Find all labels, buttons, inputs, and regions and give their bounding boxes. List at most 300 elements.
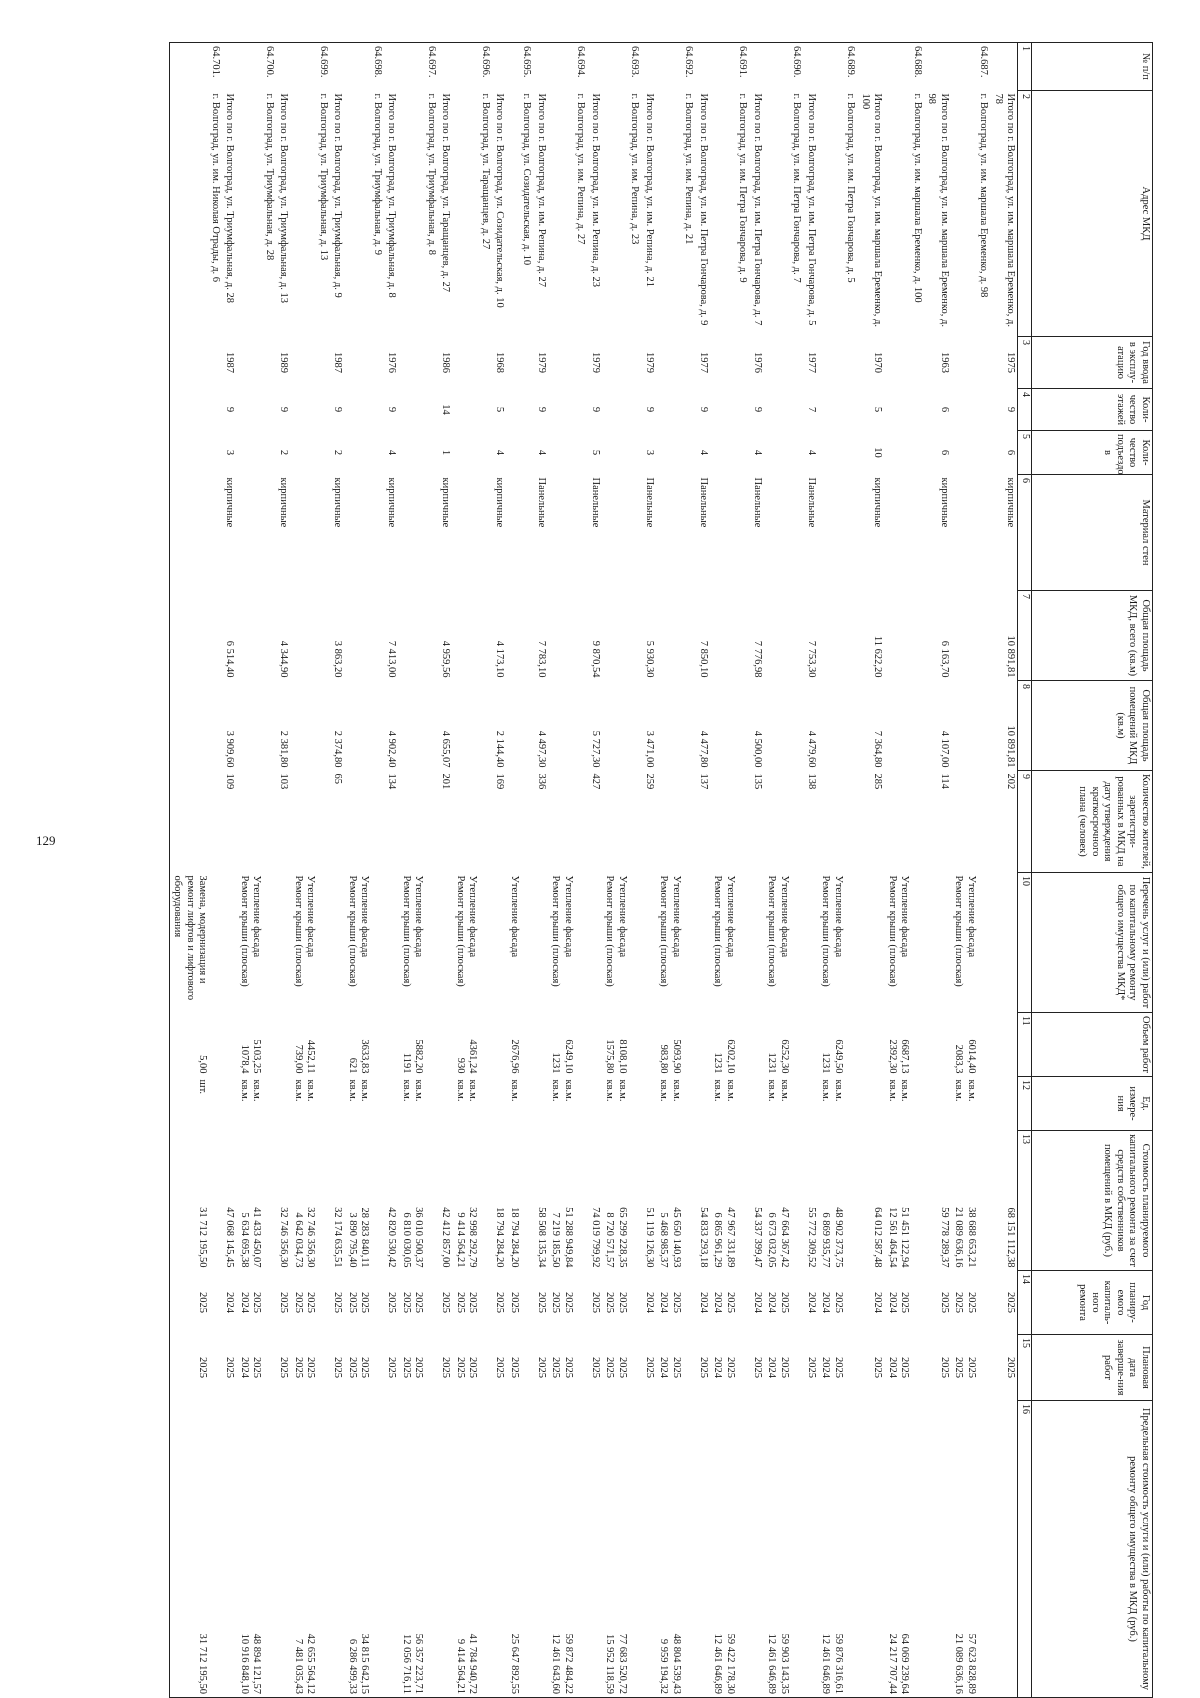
floors xyxy=(548,389,588,431)
planned-year-cell xyxy=(548,1271,588,1335)
completion-date: 2025 xyxy=(359,1357,371,1378)
column-number: 5 xyxy=(1018,431,1032,475)
repair-cost: 58 508 135,34 xyxy=(536,1207,547,1268)
planned-year-cell xyxy=(750,1271,765,1335)
repair-cost: 32 998 292,79 xyxy=(467,1207,479,1268)
limit-cost: 56 357 223,71 xyxy=(413,1633,425,1694)
repair-cost-cell xyxy=(453,1131,493,1271)
planned-year: 2024 xyxy=(224,1292,236,1313)
limit-cost-cell xyxy=(804,1401,819,1698)
completion-date: 2025 xyxy=(966,1357,977,1378)
limit-cost: 9 959 194,32 xyxy=(658,1638,670,1694)
premises-area: 2 144,40 xyxy=(494,730,506,768)
completion-date-cell xyxy=(291,1335,331,1401)
works-list-cell xyxy=(951,873,991,1013)
total-area xyxy=(548,591,588,681)
floors: 9 xyxy=(698,406,709,413)
year-built xyxy=(602,337,642,389)
wall-material: Панельные xyxy=(590,477,601,528)
header-cell: Материал стен xyxy=(1032,475,1153,591)
residents: 109 xyxy=(224,773,236,790)
completion-date-cell xyxy=(991,1335,1019,1401)
address: Итого по г. Волгоград, ул. им. Петра Гончарова, д. 9 xyxy=(698,93,709,326)
planned-year: 2025 xyxy=(671,1292,682,1313)
works-list-cell xyxy=(858,873,885,1013)
work-volume-cell xyxy=(924,1013,951,1077)
works-list-cell xyxy=(276,873,291,1013)
works-list-cell xyxy=(330,873,345,1013)
work-volume-cell xyxy=(858,1013,885,1077)
total-area xyxy=(710,591,750,681)
planned-year-cell xyxy=(656,1271,696,1335)
repair-cost: 12 561 464,54 xyxy=(887,1207,898,1268)
wall-material: кирпичные xyxy=(386,477,398,528)
year-built: 1977 xyxy=(698,352,709,373)
total-row xyxy=(534,43,549,1698)
residents: 169 xyxy=(494,773,506,790)
address: Итого по г. Волгоград, ул. им. маршала Еременко, д. 78 xyxy=(993,93,1017,327)
floors: 9 xyxy=(386,406,398,413)
work-volume: 1231 xyxy=(712,1052,724,1074)
wall-material: кирпичные xyxy=(872,477,884,528)
floors: 9 xyxy=(536,406,547,413)
premises-area: 4 477,80 xyxy=(698,730,709,768)
column-number: 7 xyxy=(1018,591,1032,681)
work-volume-cell xyxy=(291,1013,331,1077)
planned-year-cell xyxy=(438,1271,453,1335)
unit-cell xyxy=(548,1077,588,1131)
floors: 14 xyxy=(440,404,452,415)
works-list: Замена, модернизация и ремонт лифтов и лифтового оборудования xyxy=(172,875,209,1001)
premises-area: 2 381,80 xyxy=(278,730,290,768)
completion-date: 2024 xyxy=(820,1357,832,1378)
limit-cost-cell xyxy=(453,1401,493,1698)
repair-cost-cell xyxy=(642,1131,657,1271)
work-volume: 5093,90 xyxy=(671,1039,682,1074)
completion-date: 2024 xyxy=(766,1357,778,1378)
limit-cost-cell xyxy=(291,1401,331,1698)
unit: кв.м. xyxy=(251,1079,263,1102)
works-list-cell xyxy=(222,873,237,1013)
unit: кв.м. xyxy=(833,1079,844,1102)
completion-date: 2025 xyxy=(779,1357,790,1378)
unit: кв.м. xyxy=(671,1079,682,1102)
floors xyxy=(764,389,804,431)
completion-date: 2025 xyxy=(467,1357,479,1378)
row-number: 64.692. xyxy=(656,43,696,91)
limit-cost-cell xyxy=(492,1401,507,1698)
works-list: Ремонт крыши (плоская) xyxy=(712,875,724,987)
work-volume-cell xyxy=(399,1013,439,1077)
premises-area: 4 902,40 xyxy=(386,730,398,768)
year-built: 1976 xyxy=(386,352,398,373)
planned-year-cell xyxy=(384,1271,399,1335)
year-built: 1979 xyxy=(590,352,601,373)
column-number: 4 xyxy=(1018,389,1032,431)
limit-cost: 12 461 643,60 xyxy=(550,1633,562,1694)
residents xyxy=(548,771,588,873)
repair-cost: 68 151 112,38 xyxy=(1005,1207,1017,1268)
work-volume-cell xyxy=(345,1013,385,1077)
completion-date-cell xyxy=(696,1335,711,1401)
planned-year: 2025 xyxy=(604,1292,616,1313)
planned-year-cell xyxy=(345,1271,385,1335)
column-number: 6 xyxy=(1018,475,1032,591)
total-area: 4 173,10 xyxy=(494,640,506,678)
capital-repair-table xyxy=(169,42,1153,1698)
work-volume-cell xyxy=(170,1013,223,1077)
row-number: 64.693. xyxy=(602,43,642,91)
residents xyxy=(345,771,385,873)
work-volume: 1078,4 xyxy=(239,1044,250,1074)
unit-cell xyxy=(710,1077,750,1131)
planned-year: 2025 xyxy=(953,1292,965,1313)
work-volume-cell xyxy=(750,1013,765,1077)
works-list: Утепление фасада xyxy=(671,875,682,958)
works-list-cell xyxy=(750,873,765,1013)
planned-year-cell xyxy=(291,1271,331,1335)
address: Итого по г. Волгоград, ул. им. Петра Гончарова, д. 7 xyxy=(752,93,763,326)
works-list: Ремонт крыши (плоская) xyxy=(401,875,412,987)
total-area xyxy=(602,591,642,681)
column-number: 16 xyxy=(1018,1401,1032,1698)
completion-date: 2025 xyxy=(440,1357,452,1378)
completion-date: 2025 xyxy=(644,1357,655,1378)
limit-cost: 31 712 195,50 xyxy=(197,1633,209,1694)
limit-cost: 59 872 484,22 xyxy=(563,1633,574,1694)
residents: 138 xyxy=(806,773,817,790)
limit-cost-cell xyxy=(330,1401,345,1698)
row-number xyxy=(534,43,549,91)
floors: 9 xyxy=(590,406,601,413)
address: Итого по г. Волгоград, ул. им. Репина, д. 23 xyxy=(590,93,601,288)
year-built xyxy=(656,337,696,389)
limit-cost: 12 461 646,89 xyxy=(820,1633,832,1694)
repair-cost: 45 650 140,93 xyxy=(671,1207,682,1268)
planned-year: 2024 xyxy=(658,1292,670,1313)
address: г. Волгоград, ул. им. Петра Гончарова, д. 9 xyxy=(737,93,749,283)
premises-area: 3 471,00 xyxy=(644,730,655,768)
unit-cell xyxy=(399,1077,439,1131)
total-area: 10 891,81 xyxy=(1005,635,1017,678)
row-number: 64.687. xyxy=(951,43,991,91)
unit-cell xyxy=(222,1077,237,1131)
residents xyxy=(951,771,991,873)
unit: кв.м. xyxy=(766,1079,778,1102)
planned-year: 2024 xyxy=(766,1292,778,1313)
limit-cost: 42 655 564,12 xyxy=(305,1633,317,1694)
limit-cost-cell xyxy=(951,1401,991,1698)
unit-cell xyxy=(885,1077,925,1131)
planned-year-cell xyxy=(696,1271,711,1335)
work-volume-cell xyxy=(507,1013,534,1077)
wall-material xyxy=(345,475,385,591)
repair-cost: 47 967 331,89 xyxy=(725,1207,736,1268)
repair-cost-cell xyxy=(924,1131,951,1271)
row-number: 64.697. xyxy=(399,43,439,91)
entrances xyxy=(818,431,858,475)
unit-cell xyxy=(764,1077,804,1131)
total-area: 4 959,56 xyxy=(440,640,452,678)
work-volume-cell xyxy=(696,1013,711,1077)
completion-date-cell xyxy=(492,1335,507,1401)
residents: 65 xyxy=(332,773,344,784)
floors xyxy=(710,389,750,431)
unit-cell xyxy=(656,1077,696,1131)
address: г. Волгоград, ул. Триумфальная, д. 9 xyxy=(372,93,383,256)
residents xyxy=(656,771,696,873)
completion-date-cell xyxy=(710,1335,750,1401)
work-volume-cell xyxy=(588,1013,603,1077)
limit-cost: 59 903 143,35 xyxy=(779,1633,790,1694)
row-number: 64.694. xyxy=(548,43,588,91)
work-volume: 5103,25 xyxy=(251,1039,263,1074)
work-volume-cell xyxy=(656,1013,696,1077)
limit-cost: 59 422 178,30 xyxy=(725,1633,736,1694)
completion-date-cell xyxy=(885,1335,925,1401)
limit-cost-cell xyxy=(222,1401,237,1698)
header-row xyxy=(1032,43,1153,1698)
premises-area xyxy=(170,681,223,771)
completion-date-cell xyxy=(170,1335,223,1401)
unit-cell xyxy=(453,1077,493,1131)
floors xyxy=(507,389,534,431)
planned-year-cell xyxy=(602,1271,642,1335)
total-area xyxy=(345,591,385,681)
planned-year-cell xyxy=(330,1271,345,1335)
completion-date-cell xyxy=(330,1335,345,1401)
repair-cost-cell xyxy=(399,1131,439,1271)
total-area: 7 753,30 xyxy=(806,640,817,678)
completion-date-cell xyxy=(345,1335,385,1401)
planned-year: 2025 xyxy=(833,1292,844,1313)
year-built xyxy=(345,337,385,389)
row-number xyxy=(924,43,951,91)
works-list: Утепление фасада xyxy=(467,875,479,958)
limit-cost-cell xyxy=(696,1401,711,1698)
work-volume: 1231 xyxy=(766,1052,778,1074)
header-cell: Год планиру-емого капиталь-ного ремонта xyxy=(1032,1271,1153,1335)
premises-area: 4 655,07 xyxy=(440,730,452,768)
total-area xyxy=(291,591,331,681)
premises-area: 4 497,30 xyxy=(536,730,547,768)
planned-year-cell xyxy=(764,1271,804,1335)
works-list: Ремонт крыши (плоская) xyxy=(953,875,965,987)
floors xyxy=(885,389,925,431)
premises-area xyxy=(764,681,804,771)
unit: кв.м. xyxy=(293,1079,304,1102)
repair-cost-cell xyxy=(858,1131,885,1271)
row-number xyxy=(438,43,453,91)
house-row xyxy=(507,43,534,1698)
work-volume-cell xyxy=(602,1013,642,1077)
work-volume-cell xyxy=(384,1013,399,1077)
entrances xyxy=(602,431,642,475)
planned-year-cell xyxy=(991,1271,1019,1335)
completion-date: 2025 xyxy=(806,1357,817,1378)
rotated-page xyxy=(46,42,1153,1694)
total-area xyxy=(507,591,534,681)
unit-cell xyxy=(642,1077,657,1131)
total-row xyxy=(858,43,885,1698)
header-cell: Стоимость планируемого капитального ремонта за счет средств собственников помещений в МКД (руб.) xyxy=(1032,1131,1153,1271)
work-volume: 6687,13 xyxy=(899,1039,911,1074)
year-built xyxy=(170,337,223,389)
planned-year-cell xyxy=(588,1271,603,1335)
unit-cell xyxy=(602,1077,642,1131)
address: г. Волгоград, ул. Таращанцев, д. 27 xyxy=(480,93,491,250)
work-volume: 4361,24 xyxy=(467,1039,479,1074)
floors xyxy=(951,389,991,431)
header-cell: Объем работ xyxy=(1032,1013,1153,1077)
completion-date: 2024 xyxy=(239,1357,250,1378)
unit-cell xyxy=(237,1077,277,1131)
address: Итого по г. Волгоград, ул. им. маршала Еременко, д. 100 xyxy=(860,93,884,327)
total-area: 7 850,10 xyxy=(698,640,709,678)
residents xyxy=(170,771,223,873)
completion-date-cell xyxy=(534,1335,549,1401)
entrances: 2 xyxy=(278,449,290,456)
premises-area: 7 364,80 xyxy=(872,730,884,768)
year-built xyxy=(548,337,588,389)
planned-year-cell xyxy=(170,1271,223,1335)
planned-year: 2025 xyxy=(359,1292,371,1313)
year-built: 1975 xyxy=(1005,352,1017,373)
unit-cell xyxy=(951,1077,991,1131)
row-number: 64.701. xyxy=(170,43,223,91)
completion-date: 2025 xyxy=(509,1357,520,1378)
residents: 103 xyxy=(278,773,290,790)
works-list: Ремонт крыши (плоская) xyxy=(887,875,898,987)
row-number xyxy=(384,43,399,91)
work-volume: 1231 xyxy=(550,1052,562,1074)
completion-date: 2024 xyxy=(887,1357,898,1378)
planned-year: 2025 xyxy=(494,1292,506,1313)
work-volume: 6014,40 xyxy=(966,1039,977,1074)
residents: 135 xyxy=(752,773,763,790)
limit-cost: 41 784 940,72 xyxy=(467,1633,479,1694)
limit-cost: 12 461 646,89 xyxy=(766,1633,778,1694)
header-cell: Коли-чество подъездо в xyxy=(1032,431,1153,475)
floors: 9 xyxy=(752,406,763,413)
completion-date: 2025 xyxy=(347,1357,358,1378)
year-built xyxy=(764,337,804,389)
premises-area xyxy=(291,681,331,771)
year-built xyxy=(507,337,534,389)
row-number: 64.695. xyxy=(507,43,534,91)
repair-cost: 51 451 122,94 xyxy=(899,1207,911,1268)
work-volume-cell xyxy=(804,1013,819,1077)
total-area: 5 930,30 xyxy=(644,640,655,678)
unit: кв.м. xyxy=(239,1079,250,1102)
total-row xyxy=(276,43,291,1698)
premises-area xyxy=(656,681,696,771)
work-volume: 5882,20 xyxy=(413,1039,425,1074)
header-cell: Адрес МКД xyxy=(1032,91,1153,337)
planned-year: 2025 xyxy=(779,1292,790,1313)
header-cell: № п/п xyxy=(1032,43,1153,91)
address: г. Волгоград, ул. Триумфальная, д. 8 xyxy=(426,93,437,256)
repair-cost: 42 820 530,42 xyxy=(386,1207,398,1268)
repair-cost: 8 720 571,57 xyxy=(604,1212,616,1268)
repair-cost: 3 890 795,40 xyxy=(347,1212,358,1268)
entrances: 5 xyxy=(590,449,601,456)
row-number: 64.689. xyxy=(818,43,858,91)
limit-cost-cell xyxy=(237,1401,277,1698)
planned-year: 2025 xyxy=(467,1292,479,1313)
works-list-cell xyxy=(602,873,642,1013)
floors xyxy=(602,389,642,431)
planned-year-cell xyxy=(534,1271,549,1335)
planned-year-cell xyxy=(858,1271,885,1335)
repair-cost: 41 433 450,07 xyxy=(251,1207,263,1268)
work-volume-cell xyxy=(222,1013,237,1077)
limit-cost-cell xyxy=(710,1401,750,1698)
total-row xyxy=(991,43,1019,1698)
completion-date-cell xyxy=(453,1335,493,1401)
residents xyxy=(602,771,642,873)
planned-year: 2024 xyxy=(239,1292,250,1313)
works-list: Утепление фасада xyxy=(725,875,736,958)
year-built: 1986 xyxy=(440,352,452,373)
works-list-cell xyxy=(710,873,750,1013)
work-volume-cell xyxy=(710,1013,750,1077)
unit: кв.м. xyxy=(779,1079,790,1102)
unit: кв.м. xyxy=(966,1079,977,1102)
planned-year: 2025 xyxy=(1005,1292,1017,1313)
year-built: 1970 xyxy=(872,352,884,373)
repair-cost-cell xyxy=(170,1131,223,1271)
year-built: 1987 xyxy=(224,352,236,373)
completion-date: 2025 xyxy=(590,1357,601,1378)
residents xyxy=(291,771,331,873)
completion-date-cell xyxy=(924,1335,951,1401)
unit-cell xyxy=(991,1077,1019,1131)
unit-cell xyxy=(534,1077,549,1131)
unit: кв.м. xyxy=(725,1079,736,1102)
works-list: Утепление фасада xyxy=(779,875,790,958)
works-list: Ремонт крыши (плоская) xyxy=(820,875,832,987)
completion-date: 2025 xyxy=(617,1357,628,1378)
residents xyxy=(885,771,925,873)
floors: 6 xyxy=(939,406,950,413)
work-volume-cell xyxy=(453,1013,493,1077)
entrances: 3 xyxy=(644,449,655,456)
row-number xyxy=(696,43,711,91)
residents: 259 xyxy=(644,773,655,790)
house-row xyxy=(453,43,493,1698)
residents: 336 xyxy=(536,773,547,790)
address: Итого по г. Волгоград, ул. Триумфальная, д. 28 xyxy=(224,93,236,303)
repair-cost: 32 174 635,51 xyxy=(332,1207,344,1268)
planned-year: 2025 xyxy=(251,1292,263,1313)
year-built: 1968 xyxy=(494,352,506,373)
unit-cell xyxy=(924,1077,951,1131)
wall-material xyxy=(399,475,439,591)
entrances: 2 xyxy=(332,449,344,456)
limit-cost-cell xyxy=(399,1401,439,1698)
wall-material: Панельные xyxy=(752,477,763,528)
header-cell: Общая площадь МКД, всего (кв.м) xyxy=(1032,591,1153,681)
year-built: 1979 xyxy=(536,352,547,373)
total-area: 6 163,70 xyxy=(939,640,950,678)
column-number: 15 xyxy=(1018,1335,1032,1401)
unit-cell xyxy=(696,1077,711,1131)
completion-date-cell xyxy=(548,1335,588,1401)
completion-date: 2025 xyxy=(413,1357,425,1378)
year-built: 1979 xyxy=(644,352,655,373)
floors: 5 xyxy=(872,406,884,413)
